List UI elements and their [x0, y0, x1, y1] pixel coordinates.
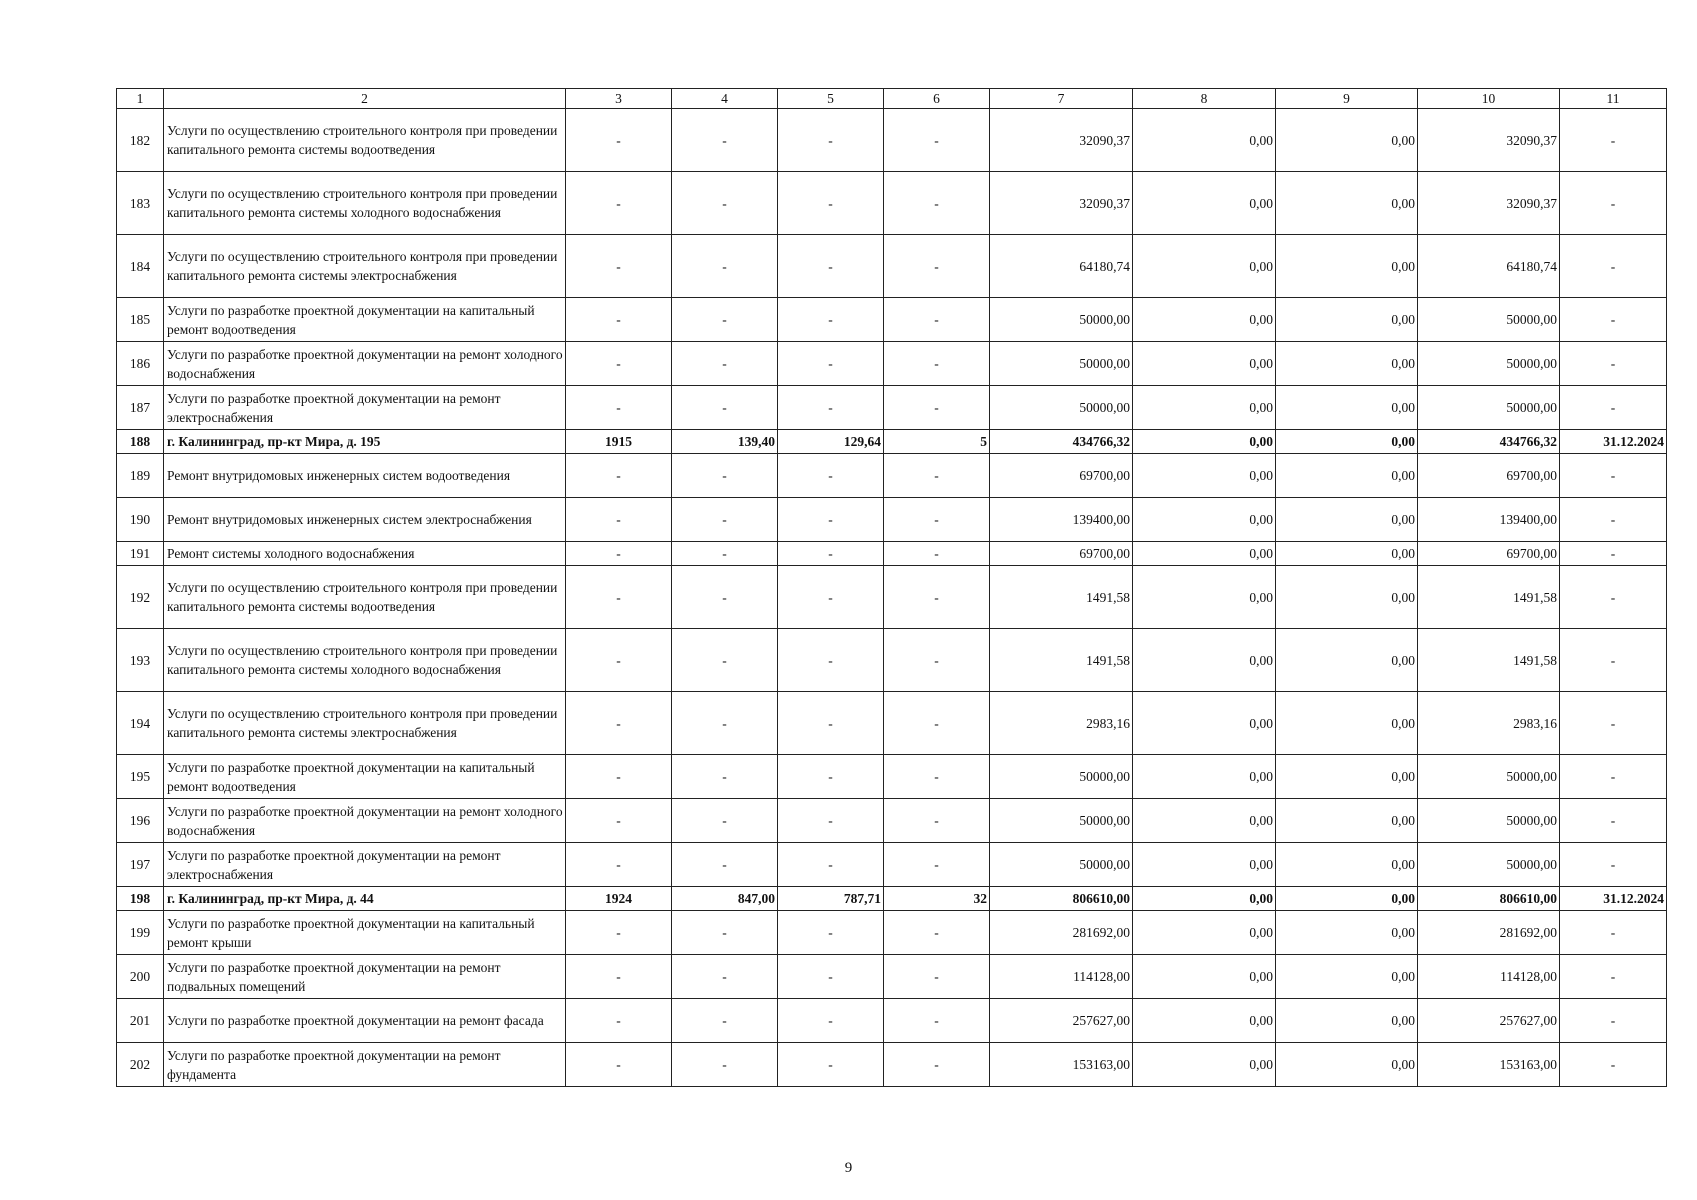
column-header: 8	[1133, 89, 1276, 109]
col5-cell: -	[778, 1043, 884, 1087]
col6-cell: -	[884, 109, 990, 172]
col10-cell: 64180,74	[1418, 235, 1560, 298]
col3-cell: -	[566, 999, 672, 1043]
col7-cell: 139400,00	[990, 498, 1133, 542]
col8-cell: 0,00	[1133, 342, 1276, 386]
table-row	[117, 955, 1667, 999]
col10-cell: 1491,58	[1418, 629, 1560, 692]
works-table	[116, 88, 1667, 1087]
col5-cell: -	[778, 498, 884, 542]
column-header: 1	[117, 89, 164, 109]
col6-cell: -	[884, 799, 990, 843]
col7-cell: 32090,37	[990, 109, 1133, 172]
row-number-cell: 199	[117, 911, 164, 955]
col11-cell: -	[1560, 843, 1667, 887]
col11-cell: -	[1560, 172, 1667, 235]
table-row	[117, 498, 1667, 542]
col11-cell: -	[1560, 1043, 1667, 1087]
col10-cell: 69700,00	[1418, 542, 1560, 566]
row-number-cell: 195	[117, 755, 164, 799]
col10-cell: 2983,16	[1418, 692, 1560, 755]
table-row	[117, 692, 1667, 755]
col11-cell: -	[1560, 692, 1667, 755]
col8-cell: 0,00	[1133, 542, 1276, 566]
col4-cell: -	[672, 1043, 778, 1087]
column-header: 10	[1418, 89, 1560, 109]
col6-cell: -	[884, 999, 990, 1043]
col8-cell: 0,00	[1133, 999, 1276, 1043]
col3-cell: 1915	[566, 430, 672, 454]
col4-cell: -	[672, 955, 778, 999]
work-name-cell: Услуги по осуществлению строительного контроля при проведении капитального ремонта системы водоотведения	[164, 109, 566, 172]
row-number-cell: 188	[117, 430, 164, 454]
col4-cell: -	[672, 298, 778, 342]
col8-cell: 0,00	[1133, 799, 1276, 843]
col4-cell: -	[672, 542, 778, 566]
col9-cell: 0,00	[1276, 172, 1418, 235]
col6-cell: -	[884, 172, 990, 235]
col6-cell: -	[884, 955, 990, 999]
col3-cell: -	[566, 298, 672, 342]
table-row	[117, 386, 1667, 430]
table-row	[117, 1043, 1667, 1087]
col6-cell: -	[884, 542, 990, 566]
col5-cell: -	[778, 566, 884, 629]
col9-cell: 0,00	[1276, 386, 1418, 430]
col9-cell: 0,00	[1276, 999, 1418, 1043]
row-number-cell: 190	[117, 498, 164, 542]
col11-cell: -	[1560, 235, 1667, 298]
work-name-cell: Услуги по осуществлению строительного контроля при проведении капитального ремонта системы холодного водоснабжения	[164, 172, 566, 235]
work-name-cell: Услуги по разработке проектной документации на ремонт подвальных помещений	[164, 955, 566, 999]
column-header: 9	[1276, 89, 1418, 109]
col8-cell: 0,00	[1133, 109, 1276, 172]
work-name-cell: Услуги по осуществлению строительного контроля при проведении капитального ремонта системы водоотведения	[164, 566, 566, 629]
col6-cell: -	[884, 386, 990, 430]
col4-cell: -	[672, 755, 778, 799]
col9-cell: 0,00	[1276, 566, 1418, 629]
col11-cell: -	[1560, 342, 1667, 386]
col11-cell: -	[1560, 911, 1667, 955]
col3-cell: -	[566, 1043, 672, 1087]
col9-cell: 0,00	[1276, 692, 1418, 755]
work-name-cell: Услуги по разработке проектной документации на капитальный ремонт водоотведения	[164, 298, 566, 342]
row-number-cell: 197	[117, 843, 164, 887]
col11-cell: -	[1560, 542, 1667, 566]
col6-cell: -	[884, 1043, 990, 1087]
col9-cell: 0,00	[1276, 342, 1418, 386]
col10-cell: 50000,00	[1418, 843, 1560, 887]
col5-cell: -	[778, 172, 884, 235]
col3-cell: -	[566, 955, 672, 999]
col10-cell: 32090,37	[1418, 109, 1560, 172]
col5-cell: -	[778, 235, 884, 298]
column-header: 7	[990, 89, 1133, 109]
row-number-cell: 192	[117, 566, 164, 629]
col5-cell: -	[778, 386, 884, 430]
table-row	[117, 542, 1667, 566]
col6-cell: -	[884, 911, 990, 955]
table-row	[117, 235, 1667, 298]
work-name-cell: Услуги по разработке проектной документации на ремонт электроснабжения	[164, 386, 566, 430]
table-row	[117, 109, 1667, 172]
row-number-cell: 183	[117, 172, 164, 235]
col5-cell: -	[778, 342, 884, 386]
col4-cell: -	[672, 386, 778, 430]
col6-cell: -	[884, 843, 990, 887]
col3-cell: -	[566, 566, 672, 629]
col4-cell: -	[672, 692, 778, 755]
col6-cell: -	[884, 755, 990, 799]
row-number-cell: 196	[117, 799, 164, 843]
col4-cell: -	[672, 342, 778, 386]
col10-cell: 50000,00	[1418, 755, 1560, 799]
col7-cell: 114128,00	[990, 955, 1133, 999]
table-body	[117, 109, 1667, 1087]
col7-cell: 434766,32	[990, 430, 1133, 454]
col4-cell: 139,40	[672, 430, 778, 454]
col11-cell: -	[1560, 799, 1667, 843]
col5-cell: -	[778, 692, 884, 755]
col11-cell: -	[1560, 999, 1667, 1043]
work-name-cell: Услуги по разработке проектной документации на ремонт фундамента	[164, 1043, 566, 1087]
col7-cell: 50000,00	[990, 298, 1133, 342]
col9-cell: 0,00	[1276, 498, 1418, 542]
col3-cell: -	[566, 799, 672, 843]
address-row	[117, 430, 1667, 454]
col6-cell: -	[884, 235, 990, 298]
col3-cell: -	[566, 498, 672, 542]
col9-cell: 0,00	[1276, 629, 1418, 692]
col5-cell: -	[778, 755, 884, 799]
col5-cell: -	[778, 999, 884, 1043]
col10-cell: 32090,37	[1418, 172, 1560, 235]
row-number-cell: 198	[117, 887, 164, 911]
work-name-cell: Услуги по разработке проектной документации на капитальный ремонт крыши	[164, 911, 566, 955]
col9-cell: 0,00	[1276, 955, 1418, 999]
col4-cell: -	[672, 454, 778, 498]
col7-cell: 257627,00	[990, 999, 1133, 1043]
table-row	[117, 755, 1667, 799]
row-number-cell: 200	[117, 955, 164, 999]
col8-cell: 0,00	[1133, 755, 1276, 799]
col7-cell: 50000,00	[990, 755, 1133, 799]
row-number-cell: 186	[117, 342, 164, 386]
col4-cell: -	[672, 911, 778, 955]
col8-cell: 0,00	[1133, 955, 1276, 999]
col7-cell: 1491,58	[990, 629, 1133, 692]
work-name-cell: Ремонт системы холодного водоснабжения	[164, 542, 566, 566]
col9-cell: 0,00	[1276, 109, 1418, 172]
work-name-cell: Услуги по разработке проектной документации на ремонт холодного водоснабжения	[164, 342, 566, 386]
table-row	[117, 999, 1667, 1043]
col4-cell: -	[672, 235, 778, 298]
row-number-cell: 187	[117, 386, 164, 430]
col8-cell: 0,00	[1133, 911, 1276, 955]
col5-cell: -	[778, 109, 884, 172]
work-name-cell: Услуги по осуществлению строительного контроля при проведении капитального ремонта системы холодного водоснабжения	[164, 629, 566, 692]
col4-cell: -	[672, 629, 778, 692]
col9-cell: 0,00	[1276, 799, 1418, 843]
col11-cell: -	[1560, 566, 1667, 629]
col10-cell: 281692,00	[1418, 911, 1560, 955]
col3-cell: -	[566, 386, 672, 430]
col7-cell: 32090,37	[990, 172, 1133, 235]
col4-cell: -	[672, 999, 778, 1043]
col4-cell: -	[672, 843, 778, 887]
col8-cell: 0,00	[1133, 629, 1276, 692]
table-row	[117, 799, 1667, 843]
col3-cell: -	[566, 454, 672, 498]
col3-cell: -	[566, 755, 672, 799]
col10-cell: 50000,00	[1418, 386, 1560, 430]
col8-cell: 0,00	[1133, 298, 1276, 342]
col5-cell: 787,71	[778, 887, 884, 911]
row-number-cell: 191	[117, 542, 164, 566]
col5-cell: -	[778, 542, 884, 566]
col11-cell: -	[1560, 629, 1667, 692]
col3-cell: -	[566, 692, 672, 755]
table-row	[117, 566, 1667, 629]
col7-cell: 2983,16	[990, 692, 1133, 755]
col5-cell: -	[778, 629, 884, 692]
row-number-cell: 184	[117, 235, 164, 298]
col10-cell: 153163,00	[1418, 1043, 1560, 1087]
col10-cell: 114128,00	[1418, 955, 1560, 999]
col10-cell: 50000,00	[1418, 298, 1560, 342]
col3-cell: -	[566, 235, 672, 298]
col11-cell: 31.12.2024	[1560, 887, 1667, 911]
column-header: 4	[672, 89, 778, 109]
table-row	[117, 298, 1667, 342]
col11-cell: -	[1560, 298, 1667, 342]
col11-cell: -	[1560, 386, 1667, 430]
col10-cell: 434766,32	[1418, 430, 1560, 454]
col11-cell: -	[1560, 109, 1667, 172]
col7-cell: 281692,00	[990, 911, 1133, 955]
col7-cell: 1491,58	[990, 566, 1133, 629]
work-name-cell: г. Калининград, пр-кт Мира, д. 44	[164, 887, 566, 911]
col7-cell: 153163,00	[990, 1043, 1133, 1087]
column-number-header-row	[117, 89, 1667, 109]
table-row	[117, 911, 1667, 955]
col3-cell: -	[566, 542, 672, 566]
col7-cell: 50000,00	[990, 386, 1133, 430]
col5-cell: -	[778, 799, 884, 843]
row-number-cell: 202	[117, 1043, 164, 1087]
col4-cell: -	[672, 172, 778, 235]
col6-cell: -	[884, 629, 990, 692]
col8-cell: 0,00	[1133, 843, 1276, 887]
row-number-cell: 194	[117, 692, 164, 755]
col11-cell: -	[1560, 498, 1667, 542]
row-number-cell: 189	[117, 454, 164, 498]
row-number-cell: 193	[117, 629, 164, 692]
work-name-cell: Услуги по разработке проектной документации на ремонт электроснабжения	[164, 843, 566, 887]
col8-cell: 0,00	[1133, 498, 1276, 542]
col10-cell: 806610,00	[1418, 887, 1560, 911]
work-name-cell: Услуги по осуществлению строительного контроля при проведении капитального ремонта системы электроснабжения	[164, 692, 566, 755]
col4-cell: -	[672, 498, 778, 542]
col8-cell: 0,00	[1133, 386, 1276, 430]
col7-cell: 69700,00	[990, 454, 1133, 498]
work-name-cell: Услуги по разработке проектной документации на ремонт фасада	[164, 999, 566, 1043]
col9-cell: 0,00	[1276, 1043, 1418, 1087]
col5-cell: -	[778, 454, 884, 498]
table-row	[117, 342, 1667, 386]
table-row	[117, 843, 1667, 887]
col6-cell: 32	[884, 887, 990, 911]
col9-cell: 0,00	[1276, 430, 1418, 454]
col10-cell: 50000,00	[1418, 342, 1560, 386]
work-name-cell: Услуги по осуществлению строительного контроля при проведении капитального ремонта системы электроснабжения	[164, 235, 566, 298]
col6-cell: 5	[884, 430, 990, 454]
col10-cell: 1491,58	[1418, 566, 1560, 629]
work-name-cell: Услуги по разработке проектной документации на капитальный ремонт водоотведения	[164, 755, 566, 799]
col8-cell: 0,00	[1133, 454, 1276, 498]
col3-cell: 1924	[566, 887, 672, 911]
col4-cell: -	[672, 109, 778, 172]
col3-cell: -	[566, 843, 672, 887]
col6-cell: -	[884, 342, 990, 386]
col8-cell: 0,00	[1133, 1043, 1276, 1087]
col3-cell: -	[566, 911, 672, 955]
col10-cell: 50000,00	[1418, 799, 1560, 843]
col10-cell: 139400,00	[1418, 498, 1560, 542]
col7-cell: 64180,74	[990, 235, 1133, 298]
col4-cell: 847,00	[672, 887, 778, 911]
col3-cell: -	[566, 109, 672, 172]
col7-cell: 50000,00	[990, 843, 1133, 887]
col11-cell: 31.12.2024	[1560, 430, 1667, 454]
col9-cell: 0,00	[1276, 298, 1418, 342]
col8-cell: 0,00	[1133, 692, 1276, 755]
col7-cell: 50000,00	[990, 342, 1133, 386]
col3-cell: -	[566, 172, 672, 235]
col8-cell: 0,00	[1133, 430, 1276, 454]
col9-cell: 0,00	[1276, 542, 1418, 566]
col7-cell: 69700,00	[990, 542, 1133, 566]
col8-cell: 0,00	[1133, 172, 1276, 235]
col9-cell: 0,00	[1276, 911, 1418, 955]
col4-cell: -	[672, 566, 778, 629]
page-number: 9	[844, 1160, 853, 1176]
col7-cell: 50000,00	[990, 799, 1133, 843]
col8-cell: 0,00	[1133, 887, 1276, 911]
col6-cell: -	[884, 566, 990, 629]
col7-cell: 806610,00	[990, 887, 1133, 911]
column-header: 11	[1560, 89, 1667, 109]
col6-cell: -	[884, 454, 990, 498]
col10-cell: 69700,00	[1418, 454, 1560, 498]
col8-cell: 0,00	[1133, 566, 1276, 629]
row-number-cell: 182	[117, 109, 164, 172]
col6-cell: -	[884, 298, 990, 342]
col11-cell: -	[1560, 755, 1667, 799]
work-name-cell: Ремонт внутридомовых инженерных систем электроснабжения	[164, 498, 566, 542]
work-name-cell: г. Калининград, пр-кт Мира, д. 195	[164, 430, 566, 454]
col11-cell: -	[1560, 454, 1667, 498]
col6-cell: -	[884, 692, 990, 755]
col5-cell: 129,64	[778, 430, 884, 454]
col5-cell: -	[778, 843, 884, 887]
col3-cell: -	[566, 342, 672, 386]
col9-cell: 0,00	[1276, 454, 1418, 498]
col9-cell: 0,00	[1276, 887, 1418, 911]
table-row	[117, 454, 1667, 498]
column-header: 6	[884, 89, 990, 109]
col10-cell: 257627,00	[1418, 999, 1560, 1043]
col8-cell: 0,00	[1133, 235, 1276, 298]
col5-cell: -	[778, 911, 884, 955]
column-header: 2	[164, 89, 566, 109]
col5-cell: -	[778, 298, 884, 342]
col9-cell: 0,00	[1276, 843, 1418, 887]
col11-cell: -	[1560, 955, 1667, 999]
column-header: 5	[778, 89, 884, 109]
col3-cell: -	[566, 629, 672, 692]
row-number-cell: 185	[117, 298, 164, 342]
col9-cell: 0,00	[1276, 235, 1418, 298]
address-row	[117, 887, 1667, 911]
column-header: 3	[566, 89, 672, 109]
col6-cell: -	[884, 498, 990, 542]
work-name-cell: Ремонт внутридомовых инженерных систем водоотведения	[164, 454, 566, 498]
table-row	[117, 629, 1667, 692]
work-name-cell: Услуги по разработке проектной документации на ремонт холодного водоснабжения	[164, 799, 566, 843]
row-number-cell: 201	[117, 999, 164, 1043]
col9-cell: 0,00	[1276, 755, 1418, 799]
col4-cell: -	[672, 799, 778, 843]
table-row	[117, 172, 1667, 235]
col5-cell: -	[778, 955, 884, 999]
